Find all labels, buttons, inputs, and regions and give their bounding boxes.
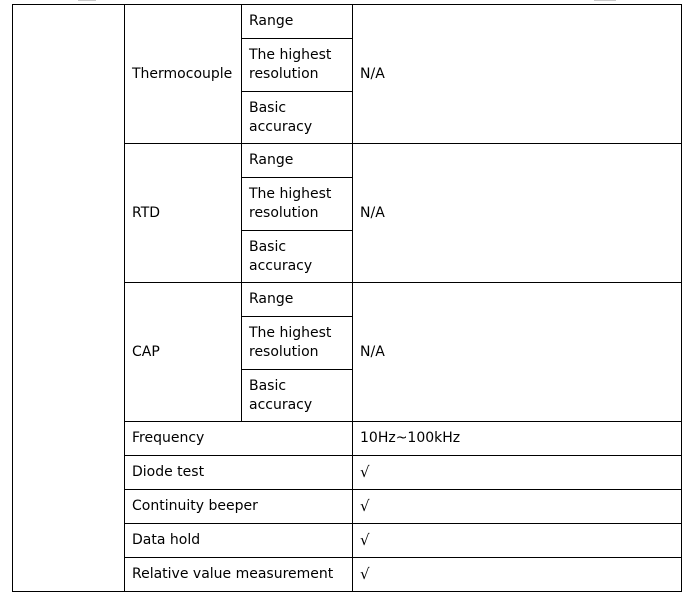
feature-label-continuity-beeper: Continuity beeper <box>125 490 353 524</box>
table-row <box>13 5 682 39</box>
group-name-cap: CAP <box>125 283 242 422</box>
feature-value-frequency: 10Hz~100kHz <box>353 422 682 456</box>
check-mark-diode-test: √ <box>353 456 682 490</box>
sub-row-label: The highest resolution <box>242 317 353 370</box>
sub-row-label: Basic accuracy <box>242 231 353 283</box>
sub-row-label: Basic accuracy <box>242 92 353 144</box>
sub-row-label: Range <box>242 283 353 317</box>
feature-label-diode-test: Diode test <box>125 456 353 490</box>
group-name-rtd: RTD <box>125 144 242 283</box>
check-mark-relative-value: √ <box>353 558 682 592</box>
feature-label-frequency: Frequency <box>125 422 353 456</box>
left-blank-column <box>13 5 125 592</box>
specification-table <box>12 4 682 592</box>
check-mark-continuity-beeper: √ <box>353 490 682 524</box>
sub-row-label: The highest resolution <box>242 178 353 231</box>
group-name-thermocouple: Thermocouple <box>125 5 242 144</box>
group-value-rtd: N/A <box>353 144 682 283</box>
check-mark-data-hold: √ <box>353 524 682 558</box>
sub-row-label: The highest resolution <box>242 39 353 92</box>
sub-row-label: Range <box>242 144 353 178</box>
feature-label-relative-value: Relative value measurement <box>125 558 353 592</box>
sub-row-label: Basic accuracy <box>242 370 353 422</box>
group-value-thermocouple: N/A <box>353 5 682 144</box>
group-value-cap: N/A <box>353 283 682 422</box>
sub-row-label: Range <box>242 5 353 39</box>
feature-label-data-hold: Data hold <box>125 524 353 558</box>
